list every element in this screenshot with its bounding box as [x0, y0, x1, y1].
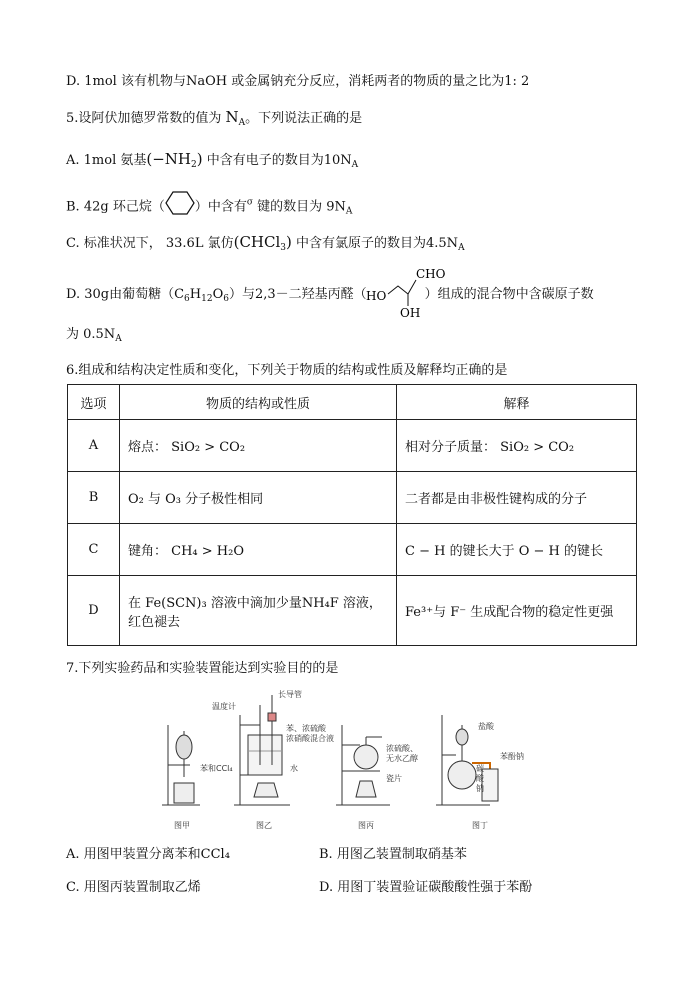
label-yi: 图乙 — [256, 821, 272, 830]
label-hcl: 盐酸 — [478, 722, 494, 731]
q6-stem: 6.组成和结构决定性质和变化，下列关于物质的结构或性质及解释均正确的是 — [66, 363, 508, 378]
q5-c-post: 中含有氯原子的数目为4.5N — [291, 236, 459, 251]
explanation-cell: 二者都是由非极性键构成的分子 — [397, 472, 637, 524]
q5-b-post-sub: A — [345, 206, 353, 217]
q7-stem: 7.下列实验药品和实验装置能达到实验目的的是 — [66, 661, 339, 676]
q5-d-sub3: 6 — [223, 294, 229, 304]
q5-option-d — [66, 286, 594, 308]
q5-d-pre: D. 30g由葡萄糖（C — [66, 287, 185, 302]
q7-option-d: D. 用图丁装置验证碳酸酸性强于苯酚 — [319, 880, 533, 895]
q5-a-formula: (−NH — [146, 150, 192, 168]
q5-option-a — [66, 150, 358, 174]
label-thermometer: 温度计 — [212, 702, 236, 711]
q5-c-post-sub: A — [458, 243, 465, 253]
label-benzene-ccl4: 苯和CCl₄ — [200, 764, 233, 773]
q5-a-pre: A. 1mol 氨基 — [66, 153, 147, 168]
q5-c-formula-sub: 3 — [280, 243, 287, 253]
q5-a-post-sub: A — [351, 160, 359, 170]
q7-option-b: B. 用图乙装置制取硝基苯 — [319, 847, 467, 862]
header-property: 物质的结构或性质 — [120, 385, 397, 420]
q5-c-pre: C. 标准状况下， 33.6L 氯仿 — [66, 236, 234, 251]
q5-d-mid: ）与2,3－二羟基丙醛（ — [228, 287, 367, 302]
q7-option-c: C. 用图丙装置制取乙烯 — [66, 880, 201, 895]
label-na2co3-c: 钠 — [476, 784, 484, 793]
label-jia: 图甲 — [174, 821, 190, 830]
option-cell: C — [68, 524, 120, 576]
label-porcelain: 瓷片 — [386, 774, 402, 783]
ho-label: HO — [366, 289, 387, 303]
option-cell: D — [68, 576, 120, 646]
q5-option-d-line2 — [66, 326, 122, 348]
label-ding: 图丁 — [472, 821, 488, 830]
q5-a-formula-end: ) — [196, 150, 203, 168]
q4-option-d: D. 1mol 该有机物与NaOH 或金属钠充分反应，消耗两者的物质的量之比为1: 2 — [66, 74, 530, 89]
option-cell: A — [68, 420, 120, 472]
q5-stem — [66, 108, 362, 132]
table-row — [68, 524, 637, 576]
q5-c-formula-end: ) — [286, 233, 292, 251]
oh-label: OH — [400, 306, 421, 320]
q5-b-sigma: σ — [246, 197, 253, 208]
q5-b-post: 键的数目为 9N — [253, 199, 346, 215]
explanation-cell: Fe³⁺与 F⁻ 生成配合物的稳定性更强 — [397, 576, 637, 646]
label-h2so4: 浓硫酸、 — [386, 744, 418, 753]
property-cell: 熔点： SiO₂ > CO₂ — [120, 420, 397, 472]
label-bing: 图丙 — [358, 821, 374, 830]
glyceraldehyde-structure — [360, 264, 450, 320]
option-cell: B — [68, 472, 120, 524]
q5-d-sub1: 6 — [184, 294, 190, 304]
cho-label: CHO — [416, 267, 446, 281]
apparatus-figure — [160, 685, 530, 830]
q5-d-h: H — [189, 287, 202, 302]
q5-c-formula: (CHCl — [233, 233, 281, 251]
q5-option-c — [66, 233, 465, 257]
q5-a-post: 中含有电子的数目为10N — [202, 153, 352, 168]
label-mixture-2: 浓硝酸混合液 — [286, 734, 334, 743]
q5-b-mid: ）中含有 — [194, 199, 247, 215]
explanation-cell: C − H 的键长大于 O − H 的键长 — [397, 524, 637, 576]
q5-d-o: O — [212, 287, 224, 302]
table-row — [68, 420, 637, 472]
q5-stem-end: 。下列说法正确的是 — [245, 111, 363, 126]
cyclohexane-structure — [165, 190, 195, 224]
q5-option-b — [66, 190, 352, 224]
q6-table — [67, 384, 637, 646]
q5-d-sub2: 12 — [201, 294, 213, 304]
property-cell: O₂ 与 O₃ 分子极性相同 — [120, 472, 397, 524]
property-cell: 在 Fe(SCN)₃ 溶液中滴加少量NH₄F 溶液，红色褪去 — [120, 576, 397, 646]
explanation-cell: 相对分子质量： SiO₂ > CO₂ — [397, 420, 637, 472]
q5-d-post: ）组成的混合物中含碳原子数 — [424, 287, 594, 302]
label-na2co3-a: 碳 — [476, 764, 484, 773]
q5-d-line2-sub: A — [115, 334, 122, 344]
label-long-tube: 长导管 — [278, 690, 302, 699]
label-phenolate: 苯酚钠 — [500, 752, 524, 761]
q5-na: N — [225, 108, 239, 126]
q5-stem-text: 5.设阿伏加德罗常数的值为 — [66, 111, 226, 126]
q7-option-a: A. 用图甲装置分离苯和CCl₄ — [66, 847, 230, 862]
header-option: 选项 — [68, 385, 120, 420]
q5-a-formula-sub: 2 — [191, 160, 197, 170]
q5-d-line2: 为 0.5N — [66, 327, 116, 342]
q5-b-pre: B. 42g 环己烷（ — [66, 199, 165, 215]
table-row — [68, 472, 637, 524]
table-row — [68, 576, 637, 646]
q5-na-sub: A — [238, 118, 246, 128]
label-ethanol: 无水乙醇 — [386, 754, 418, 763]
header-explanation: 解释 — [397, 385, 637, 420]
property-cell: 键角： CH₄ > H₂O — [120, 524, 397, 576]
label-mixture-1: 苯、浓硫酸 — [286, 724, 326, 733]
label-water: 水 — [290, 764, 298, 773]
label-na2co3-b: 酸 — [476, 774, 484, 783]
